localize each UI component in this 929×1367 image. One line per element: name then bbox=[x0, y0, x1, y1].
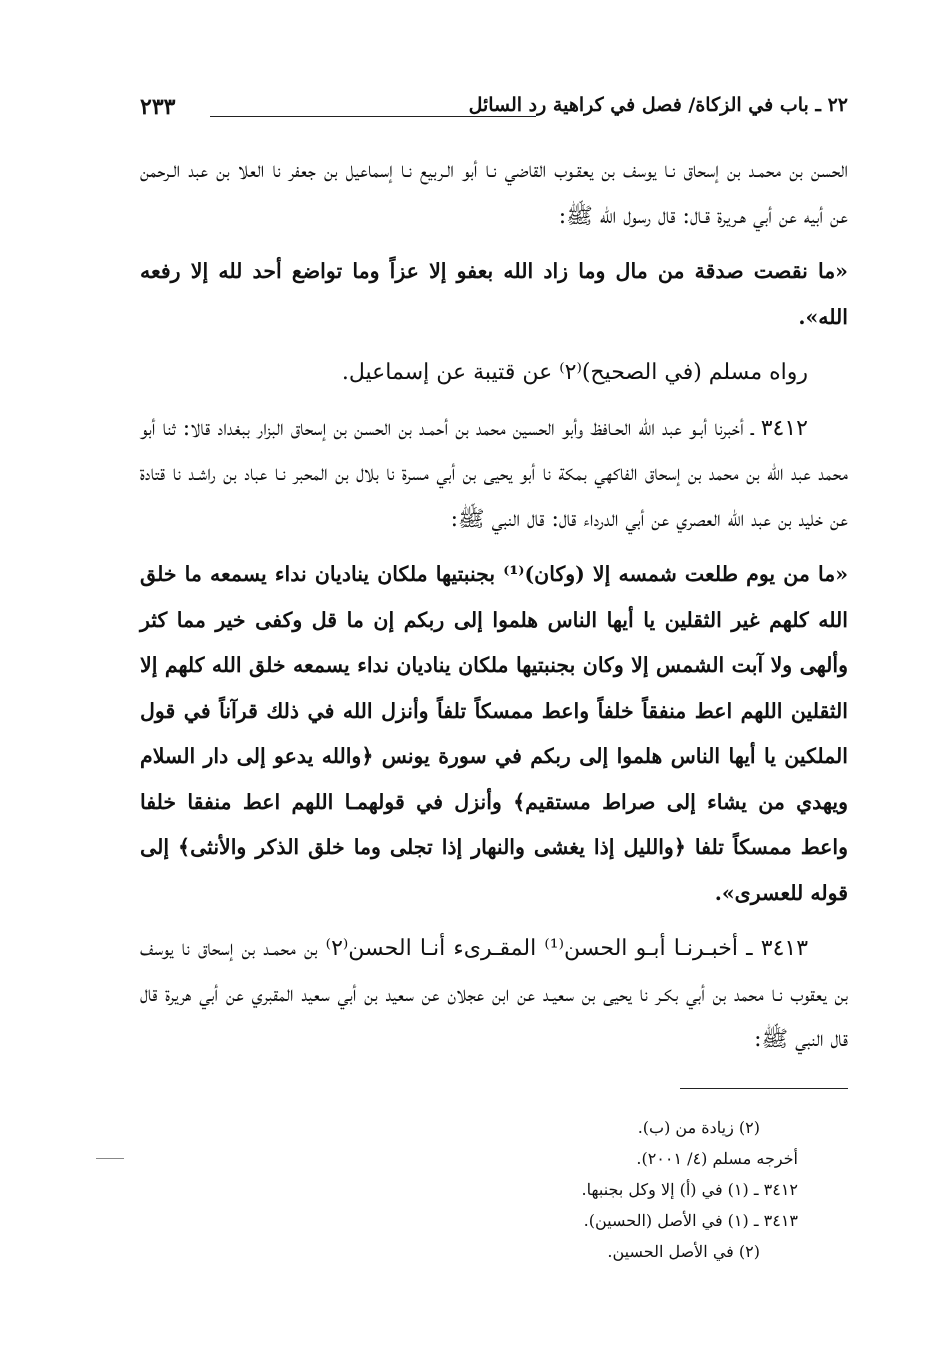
paragraph: الحسن بن محمـد بن إسحاق نـا يوسف بن يعقـوب القاضي نـا أبو الـربيع نـا إسماعيل بن جعفر نا العلا بن عبد الـرحمن عن أبيه عن أبي هـريرة قـال: قال رسول الله ﷺ: bbox=[140, 158, 848, 229]
footnote: ٣٤١٢ ـ (١) في (أ) إلا وكل بجنبها. bbox=[581, 1180, 798, 1199]
paragraph: ٣٤١٣ ـ أخبـرنـا أبـو الحسن⁽¹⁾ المقـرىء أنـا الحسن⁽٢⁾ بن محمـد بن إسحاق نا يوسف بن يعقوب نـا محمد بن أبي بكـر نا يحيى بن سعيـد عن ابن عجلان عن سعيد بن أبي سعيد المقبري عن أبي هريرة قال قال النبي ﷺ: bbox=[140, 936, 848, 1052]
main-text bbox=[140, 148, 848, 1073]
paragraph: ٣٤١٢ ـ أخبرنا أبـو عبد الله الحـافظ وأبو الحسين محمد بن أحمـد بن الحسن بن إسحاق البزار ببغداد قالا: ثنا أبو محمد عبد الله بن محمد بن إسحاق الفاكهي بمكة نا أبو يحيى بن أبي مسرة نا بلال بن المحبر نـا عباد بن راشـد نا قتادة عن خليد بن عبد الله العصري عن أبي الدرداء قال: قال النبي ﷺ: bbox=[140, 415, 848, 532]
footnote: (٢) في الأصل الحسين. bbox=[607, 1242, 760, 1261]
footnote: (٢) زيادة من (ب). bbox=[637, 1118, 760, 1137]
running-header bbox=[140, 92, 848, 126]
paragraph: رواه مسلم (في الصحيح)⁽٢⁾ عن قتيبة عن إسماعيل. bbox=[341, 360, 808, 385]
margin-mark bbox=[96, 1158, 124, 1159]
footnote: ٣٤١٣ ـ (١) في الأصل (الحسين). bbox=[583, 1211, 798, 1230]
footnote-separator bbox=[680, 1088, 848, 1089]
footnote: أخرجه مسلم (٤/ ٢٠٠١). bbox=[636, 1149, 798, 1168]
page-number: ٢٣٣ bbox=[140, 94, 176, 120]
running-title: ٢٢ ـ باب في الزكاة/ فصل في كراهية رد السائل bbox=[468, 94, 848, 116]
hadith-quote: «ما نقصت صدقة من مال وما زاد الله بعفو إلا عزاً وما تواضع أحد لله إلا رفعه الله». bbox=[140, 259, 848, 329]
header-rule bbox=[210, 116, 536, 117]
footnotes bbox=[420, 1112, 798, 1267]
hadith-quote: «ما من يوم طلعت شمسه إلا (وكان)⁽¹⁾ بجنبتيها ملكان يناديان نداء يسمعه ما خلق الله كلهم غير الثقلين يا أيها الناس هلموا إلى ربكم إن ما قل وكفى خير مما كثر وألهى ولا آبت الشمس إلا وكان بجنبتيها ملكان يناديان نداء يسمعه خلق الله كلهم إلا الثقلين اللهم اعط منفقاً خلفاً واعط ممسكاً تلفاً وأنزل الله في ذلك قرآناً في قول الملكين يا أيها الناس هلموا إلى ربكم في سورة يونس ﴿والله يدعو إلى دار السلام ويهدي من يشاء إلى صراط مستقيم﴾ وأنزل في قولهمـا اللهم اعط منفقا خلفا واعط ممسكاً تلفا ﴿والليل إذا يغشى والنهار إذا تجلى وما خلق الذكر والأنثى﴾ إلى قوله للعسرى». bbox=[140, 562, 849, 905]
